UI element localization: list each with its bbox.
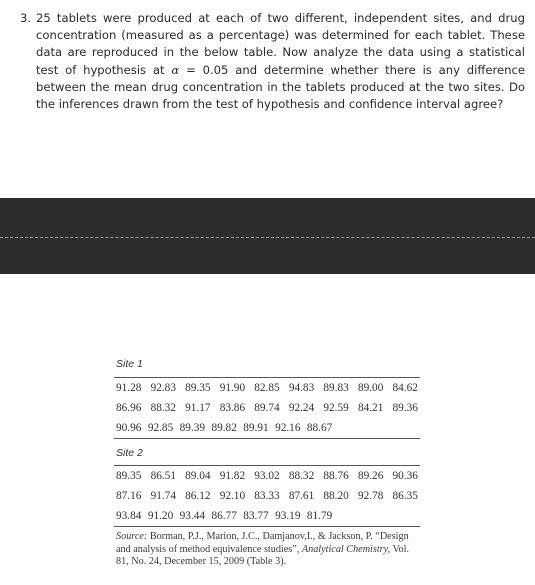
table-cell: 88.76 [323, 470, 349, 482]
site-1-label: Site 1 [116, 358, 143, 370]
data-table [114, 358, 420, 569]
site-2-label: Site 2 [116, 447, 143, 459]
table-row [114, 506, 420, 526]
table-cell: 91.17 [185, 402, 211, 414]
table-row [114, 418, 420, 438]
table-cell: 92.78 [357, 490, 384, 502]
table-cell: 92.85 [147, 422, 174, 434]
table-cell: 89.35 [185, 382, 211, 394]
table-cell: 86.96 [116, 402, 142, 414]
table-cell: 87.61 [288, 490, 315, 502]
table-cell: 86.12 [185, 490, 211, 502]
table-cell: 92.59 [323, 402, 349, 414]
question-part-2: and determine whether there is any difference between the mean drug concentration in the tablets produced at the two sites. Do the inferences drawn from the test of hypothesis and confidence interval agree? [36, 62, 526, 112]
page-break-dashed-line [0, 237, 535, 238]
table-cell: 89.35 [116, 470, 142, 482]
table-row [114, 466, 420, 486]
table-cell: 88.32 [288, 470, 315, 482]
table-source [114, 531, 420, 569]
table-cell: 82.85 [254, 382, 280, 394]
table-cell: 83.77 [243, 510, 269, 522]
table-cell: 92.83 [150, 382, 176, 394]
alpha-symbol: α [171, 62, 180, 77]
question-part-1: 25 tablets were produced at each of two different, independent sites, and drug concentration (measured as a percentage) was determined for each tablet. These data are reproduced in the below table. Now analyze the data using a statistical test of hypothesis at [36, 11, 525, 77]
table-row [114, 486, 420, 506]
page-break-band [0, 198, 535, 274]
table-cell: 93.44 [179, 510, 206, 522]
table-cell: 86.51 [150, 470, 176, 482]
table-row [114, 378, 420, 398]
table-cell: 91.28 [116, 382, 142, 394]
table-cell: 83.86 [219, 402, 246, 414]
table-cell: 93.19 [275, 510, 301, 522]
table-cell: 87.16 [116, 490, 142, 502]
table-cell: 84.62 [392, 382, 418, 394]
site-2-data [114, 465, 420, 527]
question-number: 3. [20, 11, 32, 25]
table-cell: 83.33 [254, 490, 280, 502]
site-1-data [114, 377, 420, 439]
table-cell: 91.74 [150, 490, 176, 502]
table-cell: 89.91 [243, 422, 269, 434]
table-cell: 91.82 [219, 470, 246, 482]
table-cell: 89.82 [211, 422, 237, 434]
table-cell: 90.36 [392, 470, 418, 482]
table-cell: 89.04 [185, 470, 211, 482]
table-cell: 90.96 [116, 422, 142, 434]
table-cell: 89.00 [357, 382, 384, 394]
table-cell: 86.77 [211, 510, 237, 522]
table-cell: 91.20 [147, 510, 174, 522]
alpha-value: = 0.05 [179, 62, 229, 77]
table-cell: 88.67 [306, 422, 333, 434]
source-journal: Analytical Chemistry, [301, 543, 391, 555]
table-cell: 89.39 [179, 422, 206, 434]
table-cell: 91.90 [219, 382, 246, 394]
table-cell: 88.32 [150, 402, 176, 414]
table-cell: 86.35 [392, 490, 418, 502]
table-cell: 89.26 [357, 470, 384, 482]
source-details: Vol. 81, No. 24, December 15, 2009 (Table 3). [116, 543, 410, 567]
table-cell: 92.16 [275, 422, 301, 434]
source-label: Source: [116, 531, 148, 542]
table-cell: 92.24 [288, 402, 315, 414]
table-cell: 88.20 [323, 490, 349, 502]
table-cell: 94.83 [288, 382, 315, 394]
table-cell: 93.02 [254, 470, 280, 482]
source-authors: Borman, P.J., Marion, J.C., Damjanov,I., & Jackson, P. “Design and analysis of method equivalence studies”, [116, 531, 409, 555]
table-cell: 93.84 [116, 510, 142, 522]
table-cell: 89.36 [392, 402, 418, 414]
question-body [36, 10, 525, 113]
table-cell: 89.83 [323, 382, 349, 394]
table-cell: 92.10 [219, 490, 246, 502]
table-cell: 81.79 [306, 510, 333, 522]
question-text [20, 10, 525, 113]
table-cell: 84.21 [357, 402, 384, 414]
table-cell: 89.74 [254, 402, 280, 414]
table-row [114, 398, 420, 418]
